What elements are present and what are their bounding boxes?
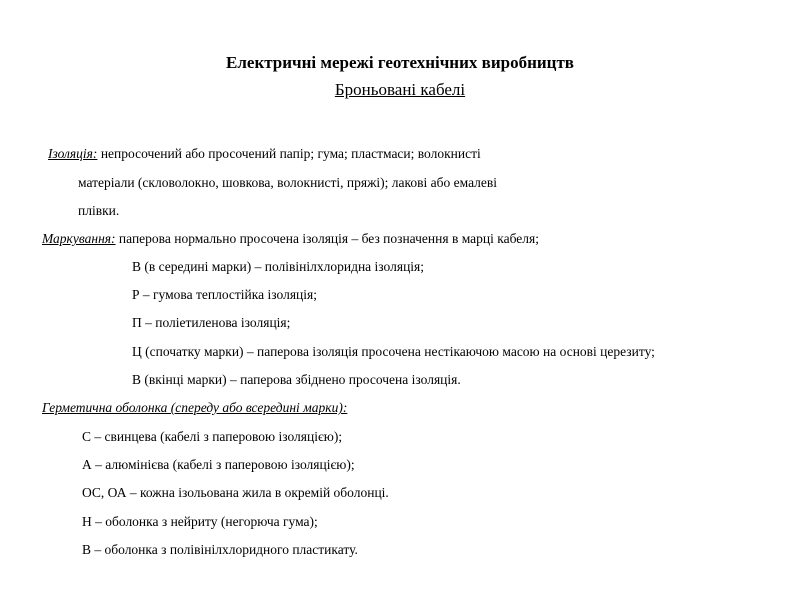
subtitle-text: Броньовані кабелі [334, 80, 466, 99]
insulation-line-1 [48, 145, 481, 163]
sheath-item: А – алюмінієва (кабелі з паперовою ізоляцією); [82, 457, 355, 472]
insulation-text: непросочений або просочений папір; гума; пластмаси; волокнисті [97, 146, 481, 161]
insulation-heading: Ізоляція: [48, 146, 98, 161]
insulation-line-2: матеріали (скловолокно, шовкова, волокнисті, пряжі); лакові або емалеві [78, 175, 498, 190]
marking-line-1 [42, 230, 539, 248]
sheath-item: Н – оболонка з нейриту (негорюча гума); [82, 514, 318, 529]
marking-item: В (вкінці марки) – паперова збіднено просочена ізоляція. [132, 372, 461, 387]
insulation-line-3: плівки. [78, 203, 120, 218]
marking-heading: Маркування: [42, 231, 116, 246]
sheath-line-1 [42, 399, 347, 417]
slide-title: Електричні мережі геотехнічних виробництв [226, 53, 574, 72]
sheath-heading: Герметична оболонка (спереду або всередині марки): [42, 400, 348, 415]
marking-item: Р – гумова теплостійка ізоляція; [132, 287, 317, 302]
marking-item: П – поліетиленова ізоляція; [132, 315, 291, 330]
slide-subtitle [0, 80, 800, 100]
marking-item: Ц (спочатку марки) – паперова ізоляція просочена нестікаючою масою на основі церезиту; [132, 344, 655, 359]
marking-item: В (в середині марки) – полівінілхлоридна ізоляція; [132, 259, 425, 274]
sheath-item: С – свинцева (кабелі з паперовою ізоляцією); [82, 429, 343, 444]
sheath-item: В – оболонка з полівінілхлоридного пластикату. [82, 542, 358, 557]
sheath-item: ОС, ОА – кожна ізольована жила в окремій оболонці. [82, 485, 389, 500]
marking-text: паперова нормально просочена ізоляція – без позначення в марці кабеля; [115, 231, 539, 246]
